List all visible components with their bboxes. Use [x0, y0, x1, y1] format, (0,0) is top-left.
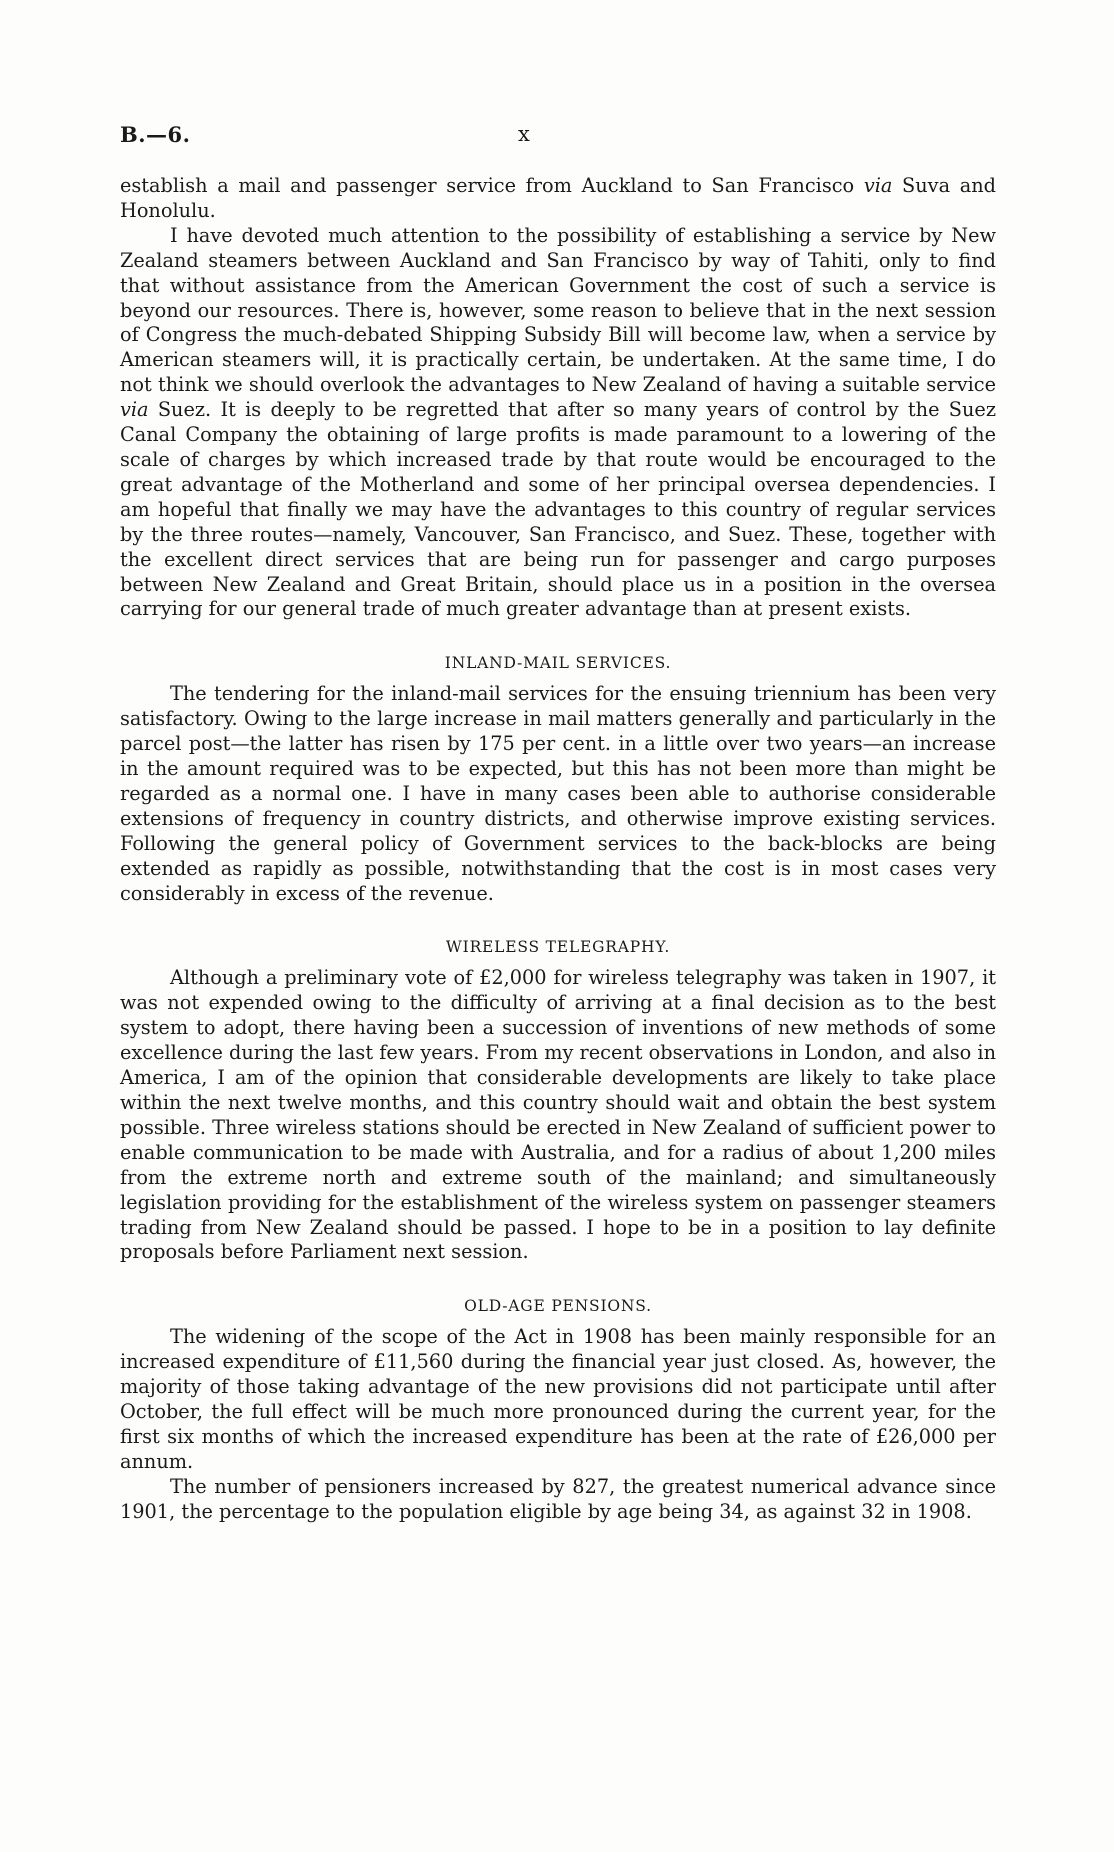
paragraph-text: I have devoted much attention to the possibility of establishing a service by New Zealand steamers between Auckland and San Francisco by way of Tahiti, only to find that without assistance from the American Government the cost of such a service is beyond our resources. There is, however, some reason to believe that in the next session of Congress the much-debated Shipping Subsidy Bill will become law, when a service by American steamers will, it is practically certain, be undertaken. At the same time, I do not think we should overlook the advantages to New Zealand of having a suitable service: [120, 223, 996, 397]
paragraph-text: Suez. It is deeply to be regretted that after so many years of control by the Suez Canal Company the obtaining of large profits is made paramount to a lowering of the scale of charges by which increased trade by that route would be encouraged to the great advantage of the Motherland and some of her principal oversea dependencies. I am hopeful that finally we may have the advantages to this country of regular services by the three routes—namely, Vancouver, San Francisco, and Suez. These, together with the excellent direct services that are being run for passenger and cargo purposes between New Zealand and Great Britain, should place us in a position in the oversea carrying for our general trade of much greater advantage than at present exists.: [120, 398, 996, 621]
pensions-paragraph-1: The widening of the scope of the Act in 1908 has been mainly responsible for an increased expenditure of £11,560 during the financial year just closed. As, however, the majority of those taking advantage of the new provisions did not participate until after October, the full effect will be much more pronounced during the current year, for the first six months of which the increased expenditure has been at the rate of £26,000 per annum.: [120, 1325, 996, 1473]
inland-mail-paragraph: The tendering for the inland-mail services for the ensuing triennium has been very satisfactory. Owing to the large increase in mail matters generally and particularly in the parcel post—the latter has risen by 175 per cent. in a little over two years—an increase in the amount required was to be expected, but this has not been more than might be regarded as a normal one. I have in many cases been able to authorise considerable extensions of frequency in country districts, and otherwise improve existing services. Following the general policy of Government services to the back-blocks are being extended as rapidly as possible, notwithstanding that the cost is in most cases very considerably in excess of the revenue.: [120, 682, 996, 905]
document-body: [120, 174, 996, 1525]
pensions-paragraph-2: The number of pensioners increased by 827, the greatest numerical advance since 1901, the percentage to the population eligible by age being 34, as against 32 in 1908.: [120, 1474, 996, 1523]
italic-via: via: [863, 174, 893, 197]
parliamentary-paper-reference: B.—6.: [120, 122, 191, 147]
section-heading-pensions: OLD-AGE PENSIONS.: [464, 1297, 652, 1316]
section-heading-wireless: WIRELESS TELEGRAPHY.: [445, 938, 671, 957]
continued-paragraph: [120, 174, 996, 224]
wireless-paragraph: Although a preliminary vote of £2,000 for wireless telegraphy was taken in 1907, it was not expended owing to the difficulty of arriving at a final decision as to the best system to adopt, there having been a succession of inventions of new methods of some excellence during the last few years. From my recent observations in London, and also in America, I am of the opinion that considerable developments are likely to take place within the next twelve months, and this country should wait and obtain the best system possible. Three wireless stations should be erected in New Zealand of sufficient power to enable communication to be made with Australia, and for a radius of about 1,200 miles from the extreme north and extreme south of the mainland; and simultaneously legislation providing for the establishment of the wireless system on passenger steamers trading from New Zealand should be passed. I hope to be in a position to lay definite proposals before Parliament next session.: [120, 966, 996, 1264]
page-header: [120, 122, 996, 152]
shipping-services-paragraph: [120, 224, 996, 623]
section-heading-inland-mail: INLAND-MAIL SERVICES.: [444, 654, 672, 673]
paragraph-text: Suva and Honolulu.: [120, 174, 996, 222]
page-number: x: [518, 122, 530, 146]
italic-via: via: [120, 398, 149, 422]
paragraph-text: establish a mail and passenger service from Auckland to San Francisco: [120, 174, 864, 197]
